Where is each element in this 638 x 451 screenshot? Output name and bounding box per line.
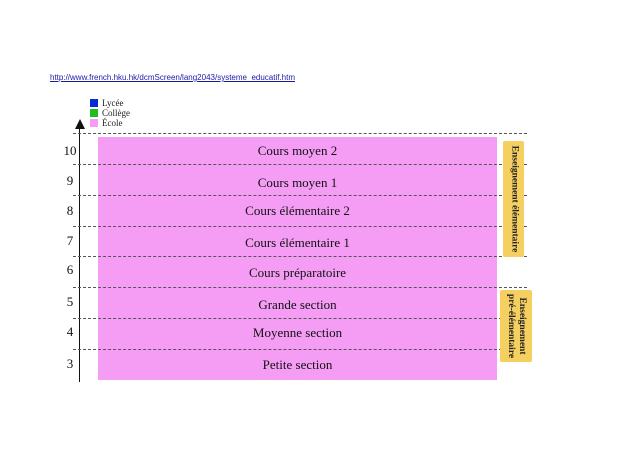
side-box-elementaire [503,141,524,257]
axis-arrow-icon [75,119,85,129]
level-label-ce2: Cours élémentaire 2 [245,203,350,218]
side-label-preelementaire [505,294,527,358]
level-label-cp: Cours préparatoire [248,265,347,280]
row-divider [73,226,527,227]
grade-number-5: 5 [66,294,74,309]
legend-item-ecole [90,118,123,128]
grade-number-10: 10 [63,143,77,158]
level-label-cm1: Cours moyen 1 [257,175,338,190]
legend-swatch-lycee [90,99,98,107]
source-url-link[interactable]: http://www.french.hku.hk/dcmScreen/lang2043/systeme_educatif.htm [50,73,296,82]
legend-label-lycee: Lycée [102,98,124,108]
level-label-grande-section: Grande section [258,297,337,312]
level-label-moyenne-section: Moyenne section [252,325,343,340]
level-label-ce1: Cours élémentaire 1 [245,235,350,250]
grade-number-3: 3 [66,356,74,371]
level-label-cm2: Cours moyen 2 [257,143,338,158]
row-divider [73,287,527,288]
row-divider [73,164,527,165]
legend-swatch-college [90,109,98,117]
side-label-preelementaire-line1: Enseignement [517,297,527,355]
side-label-elementaire: Enseignement élémentaire [509,145,519,253]
grade-number-4: 4 [66,324,74,339]
legend-swatch-ecole [90,119,98,127]
side-label-preelementaire-line2: pré-élémentaire [506,293,516,359]
side-box-preelementaire [500,290,532,362]
legend-item-college [90,108,130,118]
legend-label-ecole: École [102,118,123,128]
row-divider [73,318,527,319]
grade-number-7: 7 [66,233,74,248]
level-label-petite-section: Petite section [262,357,333,372]
grade-number-6: 6 [66,262,74,277]
grade-number-9: 9 [66,173,74,188]
row-divider [73,349,527,350]
legend-item-lycee [90,98,124,108]
grade-number-8: 8 [66,203,74,218]
row-divider [73,256,527,257]
legend-label-college: Collège [102,108,130,118]
row-divider [73,133,527,134]
